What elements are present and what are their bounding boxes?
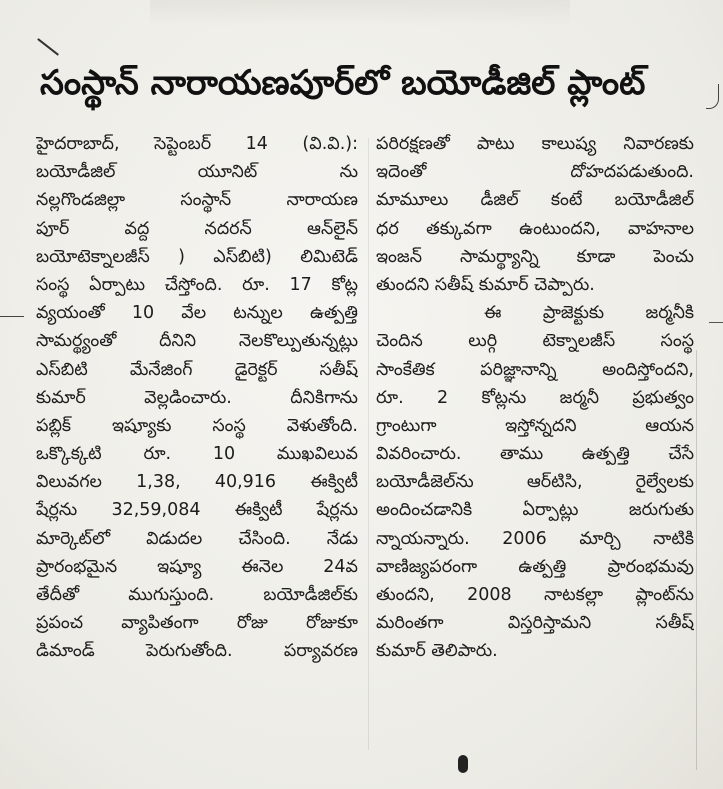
article-line: సాంకేతిక పరిజ్ఞానాన్ని అందిస్తోందని, bbox=[376, 359, 694, 380]
article-line: బయోటెక్నాలజీస్ ) ఎస్‌బిటి) లిమిటెడ్ bbox=[36, 246, 358, 267]
article-line: అందించడానికి ఏర్పాట్లు జరుగుతు bbox=[376, 500, 694, 521]
article-line: ఇంజన్ సామర్థ్యాన్ని కూడా పెంచు bbox=[376, 246, 694, 267]
print-bleed-shadow bbox=[150, 0, 570, 26]
article-line: గ్రాంటుగా ఇస్తోన్నదని ఆయన bbox=[376, 415, 694, 436]
article-line: ఒక్కొక్కటి రూ. 10 ముఖవిలువ bbox=[36, 444, 358, 465]
article-headline: సంస్థాన్ నారాయణపూర్‌లో బయోడీజిల్ ప్లాంట్ bbox=[40, 63, 646, 103]
article-line: ప్రారంభమైన ఇష్యూ ఈనెల 24వ bbox=[36, 556, 358, 577]
article-line: ఎస్‌బిటి మేనేజింగ్ డైరెక్టర్ సతీష్ bbox=[36, 359, 358, 380]
article-line: కుమార్ వెల్లడించారు. దీనికిగాను bbox=[36, 387, 358, 408]
article-line: కుమార్ తెలిపారు. bbox=[376, 641, 498, 662]
column-divider bbox=[368, 138, 369, 750]
article-line: షేర్లను 32,59,084 ఈక్విటీ షేర్లను bbox=[36, 500, 358, 521]
article-line: విలువగల 1,38, 40,916 ఈక్విటీ bbox=[36, 472, 358, 493]
article-paragraph-start: ఈ ప్రాజెక్టుకు జర్మనీకి bbox=[484, 303, 694, 324]
news-clipping bbox=[28, 52, 694, 768]
article-line: బయోడీజిల్ యూనిట్ ను bbox=[36, 162, 358, 183]
article-line: రూ. 2 కోట్లను జర్మనీ ప్రభుత్వం bbox=[376, 387, 694, 408]
article-line: సామర్థ్యంతో దీనిని నెలకొల్పుతున్నట్లు bbox=[36, 331, 358, 352]
article-line: మార్కెట్‌లో విడుదల చేసింది. నేడు bbox=[36, 528, 358, 549]
article-line: పూర్ వద్ద నదరన్ ఆన్‌లైన్ bbox=[36, 218, 358, 239]
article-line: ధర తక్కువగా ఉంటుందని, వాహనాల bbox=[376, 218, 694, 239]
article-line: న్నాయన్నారు. 2006 మార్చి నాటికి bbox=[376, 528, 694, 549]
article-line: పబ్లిక్ ఇష్యూకు సంస్థ వెళుతోంది. bbox=[36, 415, 358, 436]
article-column-right bbox=[376, 130, 694, 666]
article-line: బయోడీజెల్‌ను ఆర్‌టిసి, రైల్వేలకు bbox=[376, 472, 694, 493]
article-line: చెందిన లుర్గి టెక్నాలజీస్ సంస్థ bbox=[376, 331, 694, 352]
article-line: డిమాండ్ పెరుగుతోంది. పర్యావరణ bbox=[36, 641, 358, 662]
article-line: వ్యయంతో 10 వేల టన్నుల ఉత్పత్తి bbox=[36, 303, 358, 324]
article-line: తేదీతో ముగుస్తుంది. బయోడీజిల్‌కు bbox=[36, 585, 358, 605]
left-margin-tick bbox=[0, 316, 24, 317]
article-line: తుందని, 2008 నాటకల్లా ప్లాంట్‌ను bbox=[376, 585, 694, 605]
article-line: మరింతగా విస్తరిస్తామని సతీష్ bbox=[376, 613, 694, 634]
article-line: సంస్థ ఏర్పాటు చేస్తోంది. రూ. 17 కోట్ల bbox=[36, 274, 358, 295]
article-line: వివరించారు. తాము ఉత్పత్తి చేసే bbox=[376, 444, 694, 465]
article-line: మామూలు డీజిల్ కంటే బయోడీజిల్ bbox=[376, 190, 694, 211]
article-line: నల్లగొండజిల్లా సంస్థాన్ నారాయణ bbox=[36, 190, 358, 211]
article-column-left bbox=[36, 130, 358, 666]
page-edge-mark bbox=[706, 84, 719, 109]
article-line: ప్రపంచ వ్యాపితంగా రోజు రోజుకూ bbox=[36, 613, 358, 634]
article-line: వాణిజ్యపరంగా ఉత్పత్తి ప్రారంభమవు bbox=[376, 556, 694, 577]
article-line: తుందని సతీష్ కుమార్ చెప్పారు. bbox=[376, 274, 595, 295]
right-margin-tick bbox=[709, 322, 723, 323]
ink-blot-mark bbox=[458, 755, 468, 773]
article-line: హైదరాబాద్, సెప్టెంబర్ 14 (వి.వి.): bbox=[36, 134, 358, 154]
article-line: ఇదెంతో దోహదపడుతుంది. bbox=[376, 162, 694, 183]
page-fold-line bbox=[696, 350, 697, 770]
article-line: పరిరక్షణతో పాటు కాలుష్య నివారణకు bbox=[376, 134, 694, 154]
